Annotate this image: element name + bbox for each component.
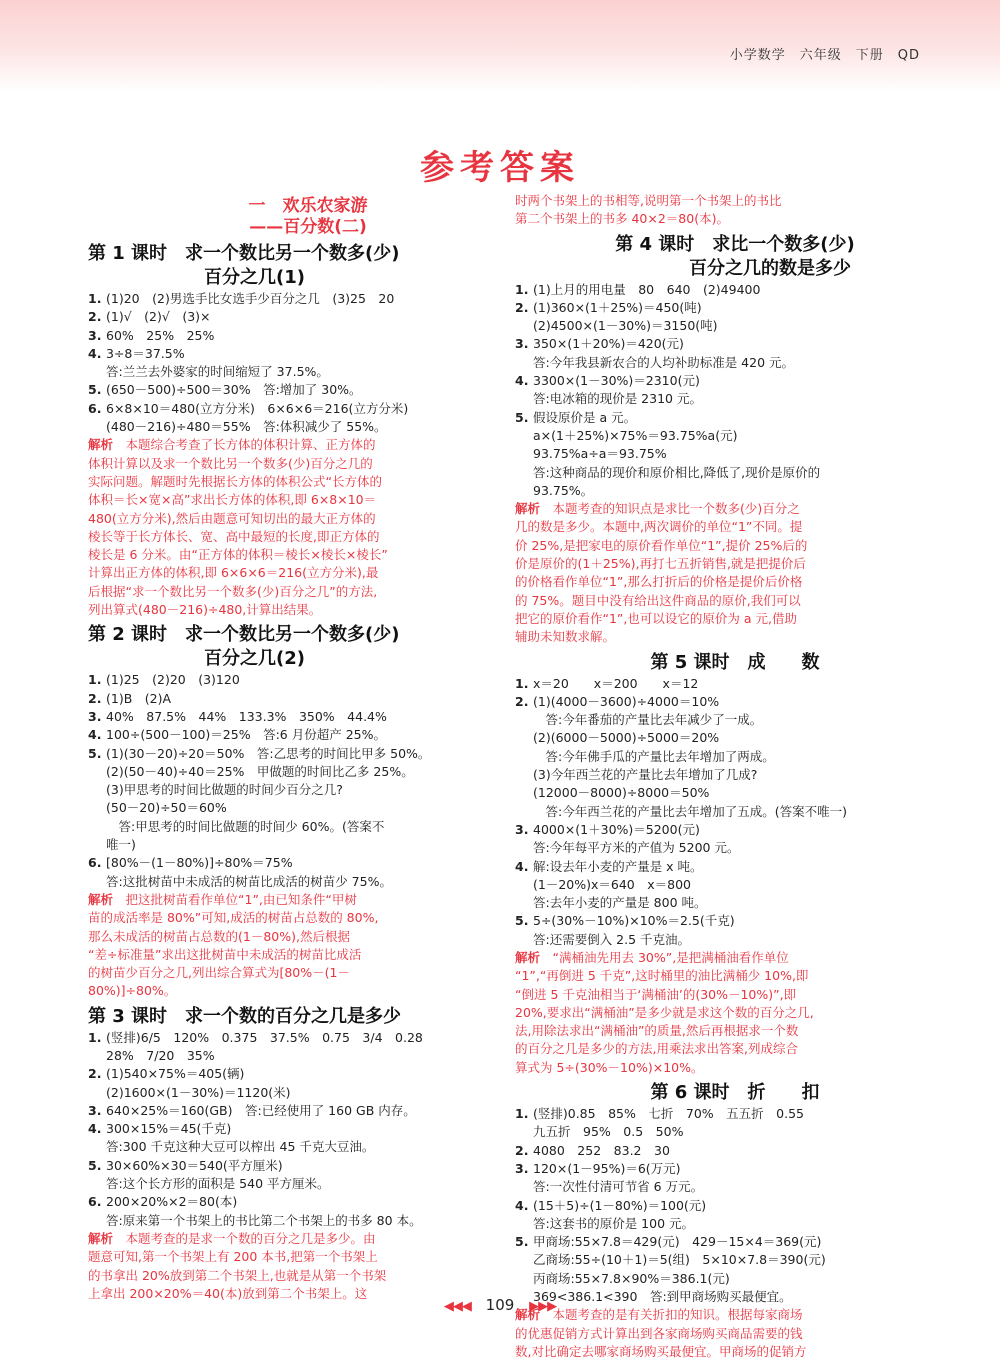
answer-text: (12000－8000)÷8000＝50%	[533, 785, 710, 801]
question-number: 1.	[515, 1106, 529, 1122]
analysis-line: 的价格看作单位“1”,那么打折后的价格是提价后价格	[515, 574, 803, 590]
analysis-line: 后根据“求一个数比另一个数多(少)百分之几”的方法,	[88, 583, 378, 599]
answer-text: 6×8×10＝480(立方分米) 6×6×6＝216(立方分米)	[106, 400, 409, 416]
analysis-line: 辅助未知数求解。	[515, 629, 616, 645]
answer-line	[515, 1105, 955, 1123]
answer-line	[88, 400, 528, 418]
answer-line	[515, 464, 955, 482]
lesson-5-analysis: 解析 “满桶油先用去 30%”,是把满桶油看作单位 “1”,“再倒进 5 千克”,这时桶里的油比满桶少 10%,即 “倒进 5 千克油相当于‘满桶油’的(30%－10%)”,即 20%,要求出“满桶油”是多少就是求这个数的百分之几, 法,用除法求出“满桶油”的质量,然后再根据求一个数 的百分之几是多少的方法,用乘法求出答案,列成综合 算式为 5÷(30%－10%)×10%。	[515, 949, 955, 1077]
answer-line	[515, 693, 955, 711]
answer-text: (1)√ (2)√ (3)×	[106, 309, 211, 325]
analysis-line: “差÷标准量”求出这批树苗中未成活的树苗比成活	[88, 946, 362, 962]
answer-line	[88, 781, 528, 799]
answer-text: (1)25 (2)20 (3)120	[106, 672, 240, 688]
question-number: 5.	[88, 745, 102, 761]
page-number: 109	[485, 1296, 515, 1314]
answer-line	[515, 354, 955, 372]
answer-line	[515, 931, 955, 949]
answer-text: (竖排)0.85 85% 七折 70% 五五折 0.55	[533, 1106, 804, 1122]
answer-text: 4080 252 83.2 30	[533, 1142, 670, 1158]
answer-text: (1)20 (2)男选手比女选手少百分之几 (3)25 20	[106, 291, 395, 306]
answer-text: 答:这套书的原价是 100 元。	[533, 1215, 695, 1231]
answer-text: 60% 25% 25%	[106, 327, 215, 343]
analysis-line: 480(立方分米),然后由题意可知切出的最大正方体的	[88, 510, 376, 526]
lesson-4-title: 第 4 课时 求比一个数多(少) 百分之几的数是多少	[615, 233, 855, 279]
answer-line	[88, 799, 528, 817]
answer-text: 答:300 千克这种大豆可以榨出 45 千克大豆油。	[106, 1139, 375, 1155]
unit-subtitle: ——百分数(二)	[249, 217, 367, 237]
analysis-line: 的 75%。题目中没有给出这件商品的原价,我们可以	[515, 592, 801, 608]
answer-text: (1)B (2)A	[106, 690, 172, 706]
answer-line	[88, 836, 528, 854]
answer-text: (竖排)6/5 120% 0.375 37.5% 0.75 3/4 0.28	[106, 1029, 423, 1045]
answer-line	[515, 748, 955, 766]
lesson-1-title: 第 1 课时 求一个数比另一个数多(少) 百分之几(1)	[88, 243, 400, 288]
answer-line	[88, 1084, 528, 1102]
answer-line	[88, 308, 528, 326]
answer-line	[88, 290, 528, 308]
lesson-3-analysis: 解析 本题考查的是求一个数的百分之几是多少。由 题意可知,第一个书架上有 200 本书,把第一个书架上 的书拿出 20%放到第二个书架上,也就是从第一个书架 上拿出 200×20%＝40(本)放到第二个书架上。这	[88, 1230, 528, 1303]
analysis-line: 价 25%,是把家电的原价看作单位“1”,提价 25%后的	[515, 537, 808, 553]
analysis-line: “倒进 5 千克油相当于‘满桶油’的(30%－10%)”,即	[515, 986, 797, 1002]
answer-text: 640×25%＝160(GB) 答:已经使用了 160 GB 内存。	[106, 1102, 416, 1118]
answer-text: (1)(30－20)÷20＝50% 答:乙思考的时间比甲多 50%。	[106, 745, 431, 761]
answer-line	[515, 821, 955, 839]
answer-line	[88, 1065, 528, 1083]
analysis-line: 本题综合考查了长方体的体积计算、正方体的	[113, 437, 376, 453]
lesson-3-lines	[88, 1029, 528, 1230]
answer-text: x＝20 x＝200 x＝12	[533, 675, 699, 691]
answer-text: 答:还需要倒入 2.5 千克油。	[533, 931, 691, 947]
answer-text: 答:一次性付清可节省 6 万元。	[533, 1179, 704, 1195]
question-number: 1.	[515, 281, 529, 297]
answer-text: (3)今年西兰花的产量比去年增加了几成?	[533, 767, 758, 783]
answer-line	[515, 1251, 955, 1269]
answer-text: (2)(50－40)÷40＝25% 甲做题的时间比乙多 25%。	[106, 763, 414, 779]
analysis-line: 的百分之几是多少的方法,用乘法求出答案,列成综合	[515, 1041, 798, 1057]
analysis-line: 苗的成活率是 80%”可知,成活的树苗占总数的 80%,	[88, 910, 379, 926]
question-number: 2.	[515, 1142, 529, 1158]
lesson-4-lines	[515, 281, 955, 501]
analysis-line: 棱长是 6 分米。由“正方体的体积＝棱长×棱长×棱长”	[88, 547, 388, 563]
answer-line	[515, 427, 955, 445]
question-number: 3.	[88, 1102, 102, 1118]
question-number: 6.	[88, 855, 102, 871]
answer-text: 解:设去年小麦的产量是 x 吨。	[533, 858, 703, 874]
answer-text: (1)360×(1＋25%)＝450(吨)	[533, 299, 702, 315]
answer-text: 答:今年西兰花的产量比去年增加了五成。(答案不唯一)	[533, 803, 847, 819]
lesson-2-lines	[88, 671, 528, 891]
answer-text: 200×20%×2＝80(本)	[106, 1194, 238, 1210]
answer-text: 答:今年番茄的产量比去年减少了一成。	[533, 712, 763, 728]
analysis-line: 本题考查的知识点是求比一个数多(少)百分之	[540, 501, 800, 517]
answer-text: 答:今年我县新农合的人均补助标准是 420 元。	[533, 354, 795, 370]
answer-line	[515, 1215, 955, 1233]
answer-line	[88, 854, 528, 872]
lesson-2-analysis: 解析 把这批树苗看作单位“1”,由已知条件“甲树 苗的成活率是 80%”可知,成活的树苗占总数的 80%, 那么未成活的树苗占总数的(1－80%),然后根据 “差÷标准量”求出这批树苗中未成活的树苗比成活 的树苗少百分之几,列出综合算式为[80%－(1－ 80%)]÷80%。	[88, 891, 528, 1001]
analysis-line: 20%,要求出“满桶油”是多少就是求这个数的百分之几,	[515, 1004, 814, 1020]
analysis-line: “满桶油先用去 30%”,是把满桶油看作单位	[540, 949, 789, 965]
answer-text: (15＋5)÷(1－80%)＝100(元)	[533, 1197, 707, 1213]
answer-line	[515, 1123, 955, 1141]
answer-text: 答:今年佛手瓜的产量比去年增加了两成。	[533, 748, 775, 764]
lesson-3-title: 第 3 课时 求一个数的百分之几是多少	[88, 1005, 402, 1027]
answer-line	[88, 381, 528, 399]
answer-line	[88, 726, 528, 744]
answer-text: 93.75%。	[533, 482, 594, 498]
answer-text: 40% 87.5% 44% 133.3% 350% 44.4%	[106, 708, 387, 724]
answer-text: 4000×(1＋30%)＝5200(元)	[533, 821, 700, 837]
answer-text: 100÷(500－100)＝25% 答:6 月份超产 25%。	[106, 727, 386, 743]
lesson-6-analysis: 解析 本题考查的是有关折扣的知识。根据每家商场 的优惠促销方式计算出到各家商场购买商品需要的钱 数,对比确定去哪家商场购买最便宜。甲商场的促销方	[515, 1306, 955, 1361]
question-number: 2.	[515, 299, 529, 315]
answer-text: 唯一)	[106, 837, 136, 853]
answer-line	[88, 1157, 528, 1175]
answer-text: 350×(1＋20%)＝420(元)	[533, 336, 684, 352]
question-number: 3.	[515, 1160, 529, 1176]
answer-text: 28% 7/20 35%	[106, 1047, 215, 1063]
question-number: 4.	[88, 345, 102, 361]
answer-text: 答:原来第一个书架上的书比第二个书架上的书多 80 本。	[106, 1212, 422, 1228]
answer-line	[88, 1047, 528, 1065]
answer-text: (2)(6000－5000)÷5000＝20%	[533, 730, 720, 746]
analysis-line: 几的数是多少。本题中,两次调价的单位“1”不同。提	[515, 519, 803, 535]
answer-text: 5÷(30%－10%)×10%＝2.5(千克)	[533, 913, 735, 929]
answer-text: (1)540×75%＝405(辆)	[106, 1066, 245, 1082]
answer-text: (50－20)÷50＝60%	[106, 800, 227, 816]
answer-text: (2)4500×(1－30%)＝3150(吨)	[533, 318, 718, 334]
answer-text: 答:这批树苗中未成活的树苗比成活的树苗少 75%。	[106, 873, 392, 889]
question-number: 5.	[515, 913, 529, 929]
answer-text: (2)1600×(1－30%)＝1120(米)	[106, 1084, 291, 1100]
answer-line	[88, 690, 528, 708]
answer-line	[515, 409, 955, 427]
next-arrows-icon: ▶▶▶	[529, 1299, 557, 1314]
answer-text: 九五折 95% 0.5 50%	[533, 1124, 684, 1140]
analysis-line: 第二个书架上的书多 40×2＝80(本)。	[515, 211, 729, 227]
answer-line	[515, 784, 955, 802]
analysis-line: 计算出正方体的体积,即 6×6×6＝216(立方分米),最	[88, 565, 379, 581]
answer-line	[515, 876, 955, 894]
answer-text: 30×60%×30＝540(平方厘米)	[106, 1157, 283, 1173]
lesson-2-title: 第 2 课时 求一个数比另一个数多(少) 百分之几(2)	[88, 624, 400, 670]
right-column	[515, 192, 955, 1361]
question-number: 4.	[515, 1197, 529, 1213]
question-number: 5.	[515, 409, 529, 425]
question-number: 2.	[88, 690, 102, 706]
answer-line	[515, 1233, 955, 1251]
answer-line	[515, 729, 955, 747]
answer-text: 答:这个长方形的面积是 540 平方厘米。	[106, 1176, 330, 1192]
answer-text: 369<386.1<390 答:到甲商场购买最便宜。	[533, 1289, 792, 1305]
answer-line	[88, 745, 528, 763]
answer-line	[515, 766, 955, 784]
analysis-line: 的优惠促销方式计算出到各家商场购买商品需要的钱	[515, 1325, 803, 1341]
analysis-line: 那么未成活的树苗占总数的(1－80%),然后根据	[88, 928, 350, 944]
answer-line	[88, 1138, 528, 1156]
answer-text: 3300×(1－30%)＝2310(元)	[533, 373, 700, 389]
answer-text: 答:电冰箱的现价是 2310 元。	[533, 391, 702, 407]
answer-text: 120×(1－95%)＝6(万元)	[533, 1160, 681, 1176]
answer-text: a×(1＋25%)×75%＝93.75%a(元)	[533, 427, 738, 443]
question-number: 3.	[515, 821, 529, 837]
answer-text: 300×15%＝45(千克)	[106, 1121, 232, 1137]
answer-text: [80%－(1－80%)]÷80%＝75%	[106, 855, 293, 871]
question-number: 4.	[88, 1121, 102, 1137]
answer-line	[88, 1102, 528, 1120]
question-number: 1.	[88, 672, 102, 688]
question-number: 1.	[88, 1029, 102, 1045]
answer-line	[88, 1029, 528, 1047]
analysis-line: 题意可知,第一个书架上有 200 本书,把第一个书架上	[88, 1249, 378, 1265]
left-column	[88, 196, 528, 1303]
analysis-line: 算式为 5÷(30%－10%)×10%。	[515, 1059, 704, 1075]
answer-line	[515, 445, 955, 463]
answer-line	[515, 281, 955, 299]
lesson-5-lines	[515, 675, 955, 949]
answer-line	[515, 317, 955, 335]
answer-line	[515, 803, 955, 821]
header-subject: 小学数学 六年级 下册 QD	[729, 48, 920, 63]
answer-line	[88, 763, 528, 781]
answer-line	[515, 912, 955, 930]
question-number: 3.	[515, 336, 529, 352]
answer-line	[88, 1212, 528, 1230]
answer-line	[515, 1270, 955, 1288]
answer-text: 答:甲思考的时间比做题的时间少 60%。(答案不	[106, 818, 385, 834]
lesson-1-analysis: 解析 本题综合考查了长方体的体积计算、正方体的 体积计算以及求一个数比另一个数多(少)百分之几的 实际问题。解题时先根据长方体的体积公式“长方体的 体积＝长×宽×高”求出长方体的体积,即 6×8×10＝ 480(立方分米),然后由题意可知切出的最大正方体的 棱长等于长方体长、宽、高中最短的长度,即正方体的 棱长是 6 分米。由“正方体的体积＝棱长×棱长×棱长” 计算出正方体的体积,即 6×6×6＝216(立方分米),最 后根据“求一个数比另一个数多(少)百分之几”的方法, 列出算式(480－216)÷480,计算出结果。	[88, 436, 528, 619]
analysis-line: 法,用除法求出“满桶油”的质量,然后再根据求一个数	[515, 1023, 799, 1039]
answer-line	[88, 1193, 528, 1211]
lesson-5-title: 第 5 课时 成 数	[650, 651, 820, 673]
answer-line	[88, 327, 528, 345]
answer-line	[515, 372, 955, 390]
answer-line	[88, 708, 528, 726]
analysis-line: 把它的原价看作“1”,也可以设它的原价为 a 元,借助	[515, 610, 797, 626]
page-title: 参考答案	[420, 148, 580, 188]
answer-line	[515, 1178, 955, 1196]
analysis-line: 时两个书架上的书相等,说明第一个书架上的书比	[515, 193, 782, 208]
answer-text: (1)上月的用电量 80 640 (2)49400	[533, 281, 761, 297]
answer-text: 答:兰兰去外婆家的时间缩短了 37.5%。	[106, 364, 329, 380]
analysis-line: 本题考查的是有关折扣的知识。根据每家商场	[540, 1307, 803, 1323]
answer-line	[515, 894, 955, 912]
question-number: 4.	[515, 858, 529, 874]
analysis-line: 本题考查的是求一个数的百分之几是多少。由	[113, 1230, 376, 1246]
answer-text: (650－500)÷500＝30% 答:增加了 30%。	[106, 382, 362, 398]
answer-line	[515, 335, 955, 353]
answer-text: 93.75%a÷a＝93.75%	[533, 446, 667, 462]
question-number: 2.	[88, 1066, 102, 1082]
answer-text: 假设原价是 a 元。	[533, 409, 637, 425]
answer-text: 答:今年每平方米的产值为 5200 元。	[533, 840, 740, 856]
answer-text: 乙商场:55÷(10＋1)＝5(组) 5×10×7.8＝390(元)	[533, 1252, 826, 1268]
answer-line	[515, 390, 955, 408]
answer-line	[515, 1142, 955, 1160]
answer-line	[88, 1175, 528, 1193]
answer-text: (1)(4000－3600)÷4000＝10%	[533, 693, 720, 709]
analysis-line: 体积计算以及求一个数比另一个数多(少)百分之几的	[88, 455, 373, 471]
question-number: 3.	[88, 708, 102, 724]
analysis-line: 的树苗少百分之几,列出综合算式为[80%－(1－	[88, 965, 350, 981]
answer-line	[515, 1197, 955, 1215]
lesson-1-lines	[88, 290, 528, 436]
answer-text: 答:这种商品的现价和原价相比,降低了,现价是原价的	[533, 464, 821, 480]
answer-text: (3)甲思考的时间比做题的时间少百分之几?	[106, 782, 343, 798]
analysis-line: 价是原价的(1＋25%),再打七五折销售,就是把提价后	[515, 556, 806, 572]
analysis-line: “1”,“再倒进 5 千克”,这时桶里的油比满桶少 10%,即	[515, 968, 809, 984]
analysis-line: 列出算式(480－216)÷480,计算出结果。	[88, 602, 322, 618]
question-number: 4.	[515, 373, 529, 389]
answer-line	[88, 363, 528, 381]
analysis-line: 把这批树苗看作单位“1”,由已知条件“甲树	[113, 891, 357, 907]
analysis-line: 80%)]÷80%。	[88, 983, 177, 999]
answer-line	[88, 873, 528, 891]
question-number: 4.	[88, 727, 102, 743]
analysis-line: 实际问题。解题时先根据长方体的体积公式“长方体的	[88, 473, 382, 489]
analysis-line: 的书拿出 20%放到第二个书架上,也就是从第一个书架	[88, 1267, 387, 1283]
question-number: 3.	[88, 327, 102, 343]
answer-text: 答:去年小麦的产量是 800 吨。	[533, 895, 707, 911]
answer-line	[515, 839, 955, 857]
lesson-6-lines	[515, 1105, 955, 1306]
question-number: 5.	[88, 1157, 102, 1173]
page-footer	[0, 1296, 1000, 1314]
question-number: 5.	[88, 382, 102, 398]
answer-text: (1－20%)x＝640 x＝800	[533, 876, 692, 892]
answer-line	[515, 482, 955, 500]
answer-line	[515, 1160, 955, 1178]
question-number: 6.	[88, 1194, 102, 1210]
answer-line	[515, 711, 955, 729]
analysis-line: 体积＝长×宽×高”求出长方体的体积,即 6×8×10＝	[88, 492, 377, 508]
answer-text: 3÷8＝37.5%	[106, 345, 185, 361]
answer-line	[88, 1120, 528, 1138]
answer-line	[88, 418, 528, 436]
analysis-line: 棱长等于长方体长、宽、高中最短的长度,即正方体的	[88, 528, 380, 544]
question-number: 1.	[88, 291, 102, 306]
answer-text: 丙商场:55×7.8×90%＝386.1(元)	[533, 1270, 730, 1286]
lesson-3-analysis-continued	[515, 192, 955, 229]
prev-arrows-icon: ◀◀◀	[443, 1299, 471, 1314]
answer-text: (480－216)÷480＝55% 答:体积减少了 55%。	[106, 419, 387, 435]
answer-line	[88, 818, 528, 836]
analysis-line: 数,对比确定去哪家商场购买最便宜。甲商场的促销方	[515, 1343, 807, 1359]
question-number: 5.	[515, 1234, 529, 1250]
lesson-4-analysis: 解析 本题考查的知识点是求比一个数多(少)百分之 几的数是多少。本题中,两次调价的单位“1”不同。提 价 25%,是把家电的原价看作单位“1”,提价 25%后的 价是原价的(1＋25%),再打七五折销售,就是把提价后 的价格看作单位“1”,那么打折后的价格是提价后价格 的 75%。题目中没有给出这件商品的原价,我们可以 把它的原价看作“1”,也可以设它的原价为 a 元,借助 辅助未知数求解。	[515, 500, 955, 646]
answer-line	[515, 299, 955, 317]
question-number: 1.	[515, 675, 529, 691]
answer-line	[88, 671, 528, 689]
question-number: 6.	[88, 400, 102, 416]
question-number: 2.	[515, 693, 529, 709]
answer-line	[515, 675, 955, 693]
unit-title: 一 欢乐农家游	[248, 196, 368, 216]
lesson-6-title: 第 6 课时 折 扣	[650, 1082, 820, 1104]
question-number: 2.	[88, 309, 102, 325]
analysis-line: 上拿出 200×20%＝40(本)放到第二个书架上。这	[88, 1285, 368, 1301]
answer-text: 甲商场:55×7.8＝429(元) 429－15×4＝369(元)	[533, 1234, 822, 1250]
answer-line	[88, 345, 528, 363]
answer-line	[515, 858, 955, 876]
